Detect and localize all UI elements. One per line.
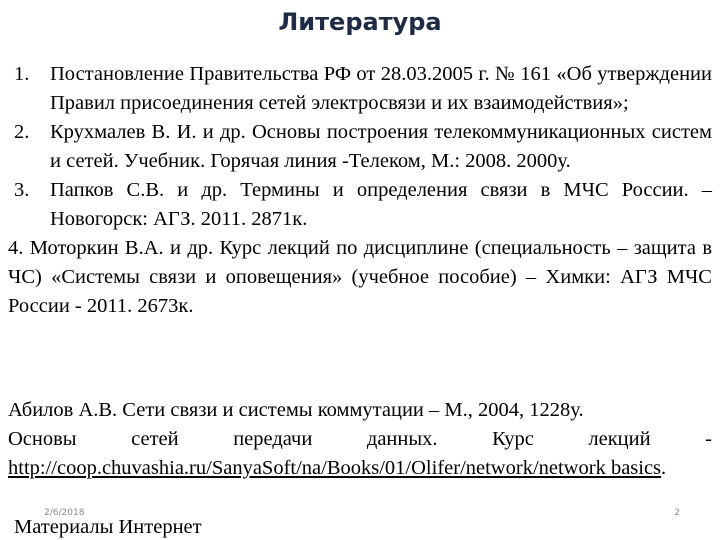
list-item-text: Моторкин В.А. и др. Курс лекций по дисциплине (специальность – защита в ЧС) «Системы связи и оповещения» (учебное пособие) – Химки: АГЗ МЧС России - 2011. 2673к. <box>8 237 713 317</box>
page-number: 2 <box>674 508 680 518</box>
list-item <box>8 60 712 118</box>
list-item <box>8 118 712 176</box>
list-item <box>8 176 712 234</box>
literature-list <box>0 60 712 321</box>
list-item-text: Постановление Правительства РФ от 28.03.2005 г. № 161 «Об утверждении Правил присоединения сетей электросвязи и их взаимодействия»; <box>50 63 712 114</box>
reference-osnovy: Основы сетей передачи данных. Курс лекций - <box>8 428 712 450</box>
internet-link[interactable]: http://coop.chuvashia.ru/SanyaSoft/na/Books/01/Olifer/network/network basics <box>8 457 662 479</box>
list-item <box>0 234 712 321</box>
list-item-number: 3. <box>14 179 30 201</box>
reference-abilov: Абилов А.В. Сети связи и системы коммутации – М., 2004, 1228у. <box>8 399 584 421</box>
page-title: Литература <box>278 8 442 36</box>
additional-references <box>8 396 712 483</box>
list-item-text: Папков С.В. и др. Термины и определения связи в МЧС России. – Новогорск: АГЗ. 2011. 2871к. <box>50 179 712 230</box>
list-item-number: 2. <box>14 121 30 143</box>
list-item-text: Крухмалев В. И. и др. Основы построения телекоммуникационных систем и сетей. Учебник. Горячая линия -Телеком, М.: 2008. 2000у. <box>50 121 712 172</box>
link-tail: . <box>661 457 667 479</box>
list-item-number: 1. <box>14 63 30 85</box>
footer-date: 2/6/2018 <box>44 508 85 518</box>
list-item-number: 4. <box>8 237 24 259</box>
reference-link-line <box>8 454 712 483</box>
footer-label: Материалы Интернет <box>14 516 202 538</box>
